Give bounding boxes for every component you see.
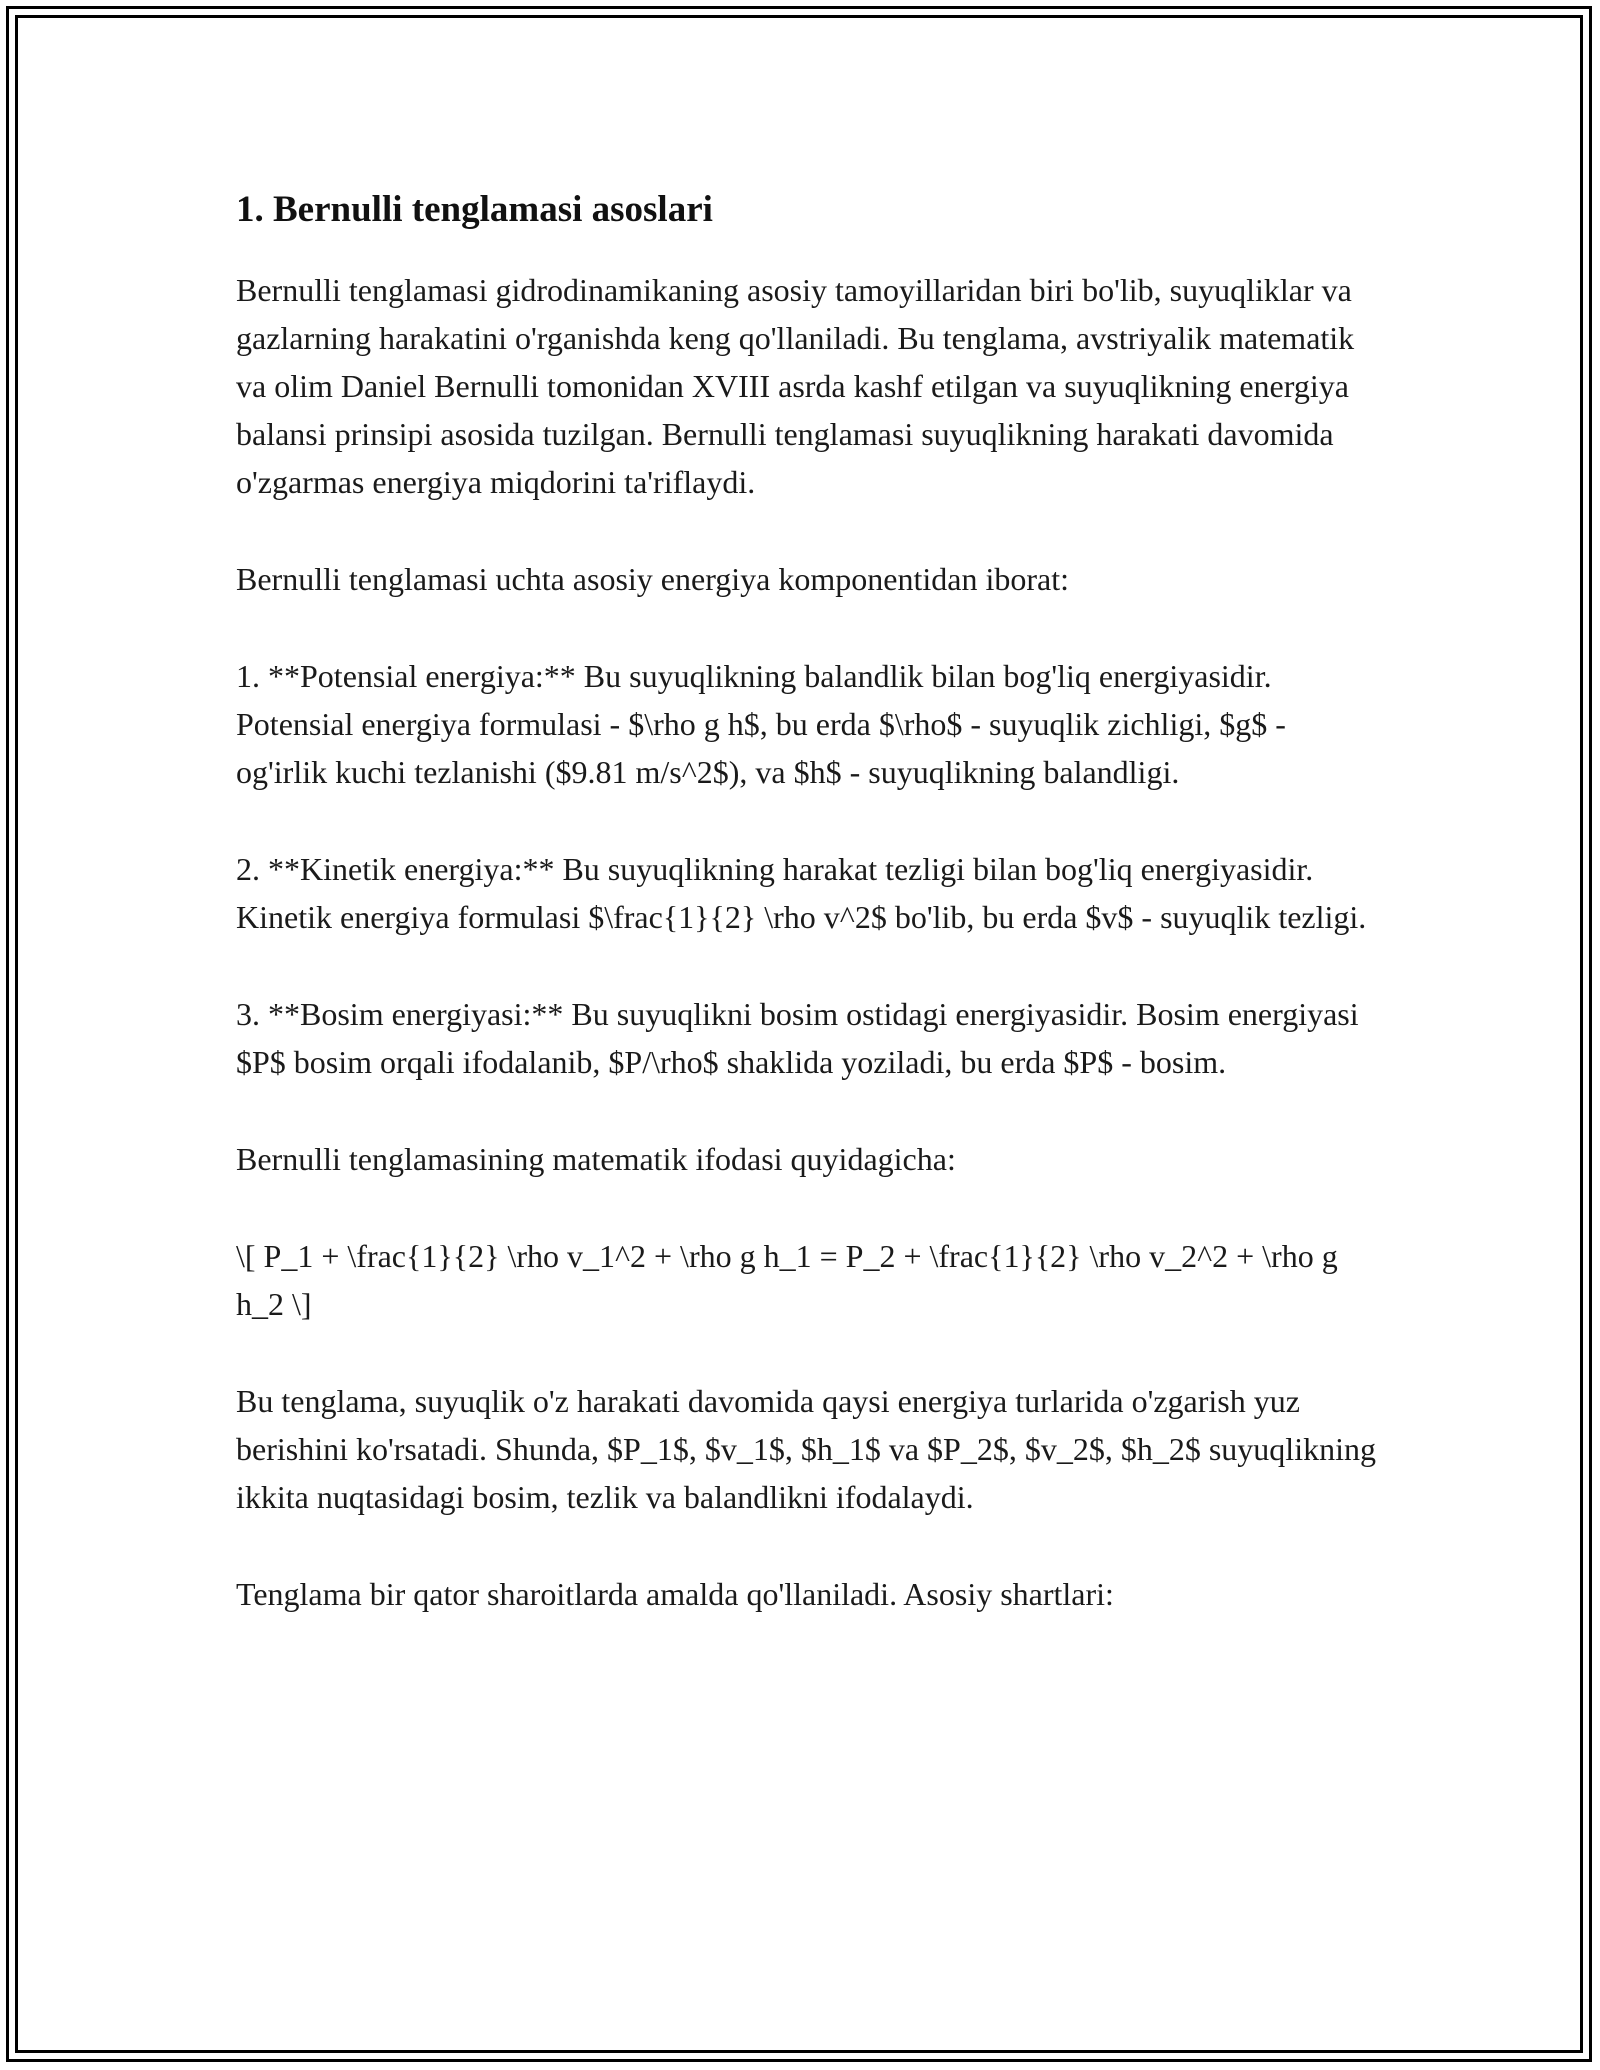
section-heading: 1. Bernulli tenglamasi asoslari	[236, 189, 713, 230]
paragraph-conditions: Tenglama bir qator sharoitlarda amalda qo'llaniladi. Asosiy shartlari:	[236, 1576, 1114, 1613]
paragraph-formula-intro: Bernulli tenglamasining matematik ifodasi quyidagicha:	[236, 1141, 956, 1178]
paragraph-pressure-energy: 3. **Bosim energiyasi:** Bu suyuqlikni bosim ostidagi energiyasidir. Bosim energiyasi $P$ bosim orqali ifodalanib, $P/\rho$ shaklida yoziladi, bu erda $P$ - bosim.	[236, 996, 1359, 1081]
paragraph-intro: Bernulli tenglamasi gidrodinamikaning asosiy tamoyillaridan biri bo'lib, suyuqliklar va gazlarning harakatini o'rganishda keng qo'llaniladi. Bu tenglama, avstriyalik matematik va olim Daniel Bernulli tomonidan XVIII asrda kashf etilgan va suyuqlikning energiya balansi prinsipi asosida tuzilgan. Bernulli tenglamasi suyuqlikning harakati davomida o'zgarmas energiya miqdorini ta'riflaydi.	[236, 272, 1355, 501]
document-body	[236, 188, 1376, 1667]
paragraph-potential-energy: 1. **Potensial energiya:** Bu suyuqlikning balandlik bilan bog'liq energiyasidir. Potensial energiya formulasi - $\rho g h$, bu erda $\rho$ - suyuqlik zichligi, $g$ - og'irlik kuchi tezlanishi ($9.81 m/s^2$), va $h$ - suyuqlikning balandligi.	[236, 658, 1286, 791]
paragraph-explanation: Bu tenglama, suyuqlik o'z harakati davomida qaysi energiya turlarida o'zgarish yuz berishini ko'rsatadi. Shunda, $P_1$, $v_1$, $h_1$ va $P_2$, $v_2$, $h_2$ suyuqlikning ikkita nuqtasidagi bosim, tezlik va balandlikni ifodalaydi.	[236, 1383, 1376, 1516]
paragraph-formula: \[ P_1 + \frac{1}{2} \rho v_1^2 + \rho g h_1 = P_2 + \frac{1}{2} \rho v_2^2 + \rho g h_2 \]	[236, 1238, 1338, 1323]
paragraph-kinetic-energy: 2. **Kinetik energiya:** Bu suyuqlikning harakat tezligi bilan bog'liq energiyasidir. Kinetik energiya formulasi $\frac{1}{2} \rho v^2$ bo'lib, bu erda $v$ - suyuqlik tezligi.	[236, 851, 1367, 936]
paragraph-components-intro: Bernulli tenglamasi uchta asosiy energiya komponentidan iborat:	[236, 561, 1069, 598]
